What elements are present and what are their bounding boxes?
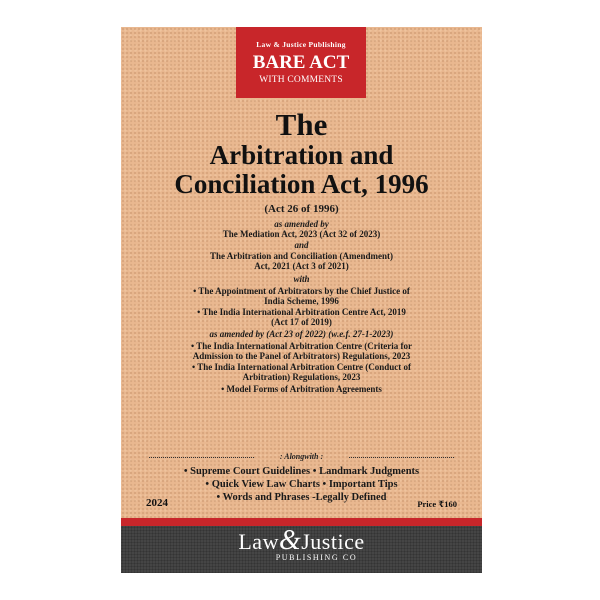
list-item: • The India International Arbitration Centre (Criteria for <box>190 341 413 351</box>
publisher-small-label: Law & Justice Publishing <box>256 40 346 49</box>
title-line-2: Arbitration and <box>209 140 394 170</box>
with-label: with <box>293 274 310 284</box>
list-item: (Act 17 of 2019) <box>271 317 332 327</box>
act-number: (Act 26 of 1996) <box>264 203 339 215</box>
title-line-1: The <box>275 107 328 142</box>
price-label: Price ₹160 <box>417 499 457 509</box>
amended-note: as amended by (Act 23 of 2022) (w.e.f. 27-1-2023) <box>209 329 394 339</box>
book-cover <box>121 27 482 573</box>
amended-by-label: as amended by <box>274 219 329 229</box>
logo-ampersand: & <box>278 525 302 556</box>
list-item: Arbitration) Regulations, 2023 <box>242 372 361 382</box>
red-stripe <box>121 518 482 526</box>
list-item: Admission to the Panel of Arbitrators) Regulations, 2023 <box>192 351 411 361</box>
feature-line: • Supreme Court Guidelines • Landmark Judgments <box>183 466 420 477</box>
publisher-band <box>121 526 482 573</box>
list-item: • The Appointment of Arbitrators by the Chief Justice of <box>193 286 410 296</box>
edition-year: 2024 <box>146 497 168 509</box>
logo-subtitle: PUBLISHING CO <box>275 553 358 562</box>
title-line-3: Conciliation Act, 1996 <box>174 169 429 199</box>
list-item: • Model Forms of Arbitration Agreements <box>221 384 382 394</box>
bare-act-label: BARE ACT <box>252 52 350 73</box>
feature-line: • Quick View Law Charts • Important Tips <box>205 479 398 490</box>
feature-line: • Words and Phrases -Legally Defined <box>216 492 387 503</box>
amendment-2-line-2: Act, 2021 (Act 3 of 2021) <box>254 261 349 271</box>
with-comments-label: WITH COMMENTS <box>259 75 343 85</box>
list-item: India Scheme, 1996 <box>264 296 339 306</box>
alongwith-divider: : Alongwith : <box>149 452 454 462</box>
logo-justice: Justice <box>301 529 365 554</box>
amendment-2-line-1: The Arbitration and Conciliation (Amendment) <box>209 251 393 261</box>
list-item: • The India International Arbitration Centre (Conduct of <box>191 362 412 372</box>
list-item: • The India International Arbitration Centre Act, 2019 <box>197 307 406 317</box>
logo-law: Law <box>238 529 279 554</box>
and-label: and <box>294 240 309 250</box>
bare-act-badge <box>236 27 366 98</box>
amendment-1: The Mediation Act, 2023 (Act 32 of 2023) <box>222 229 381 239</box>
publisher-logo <box>121 525 482 562</box>
